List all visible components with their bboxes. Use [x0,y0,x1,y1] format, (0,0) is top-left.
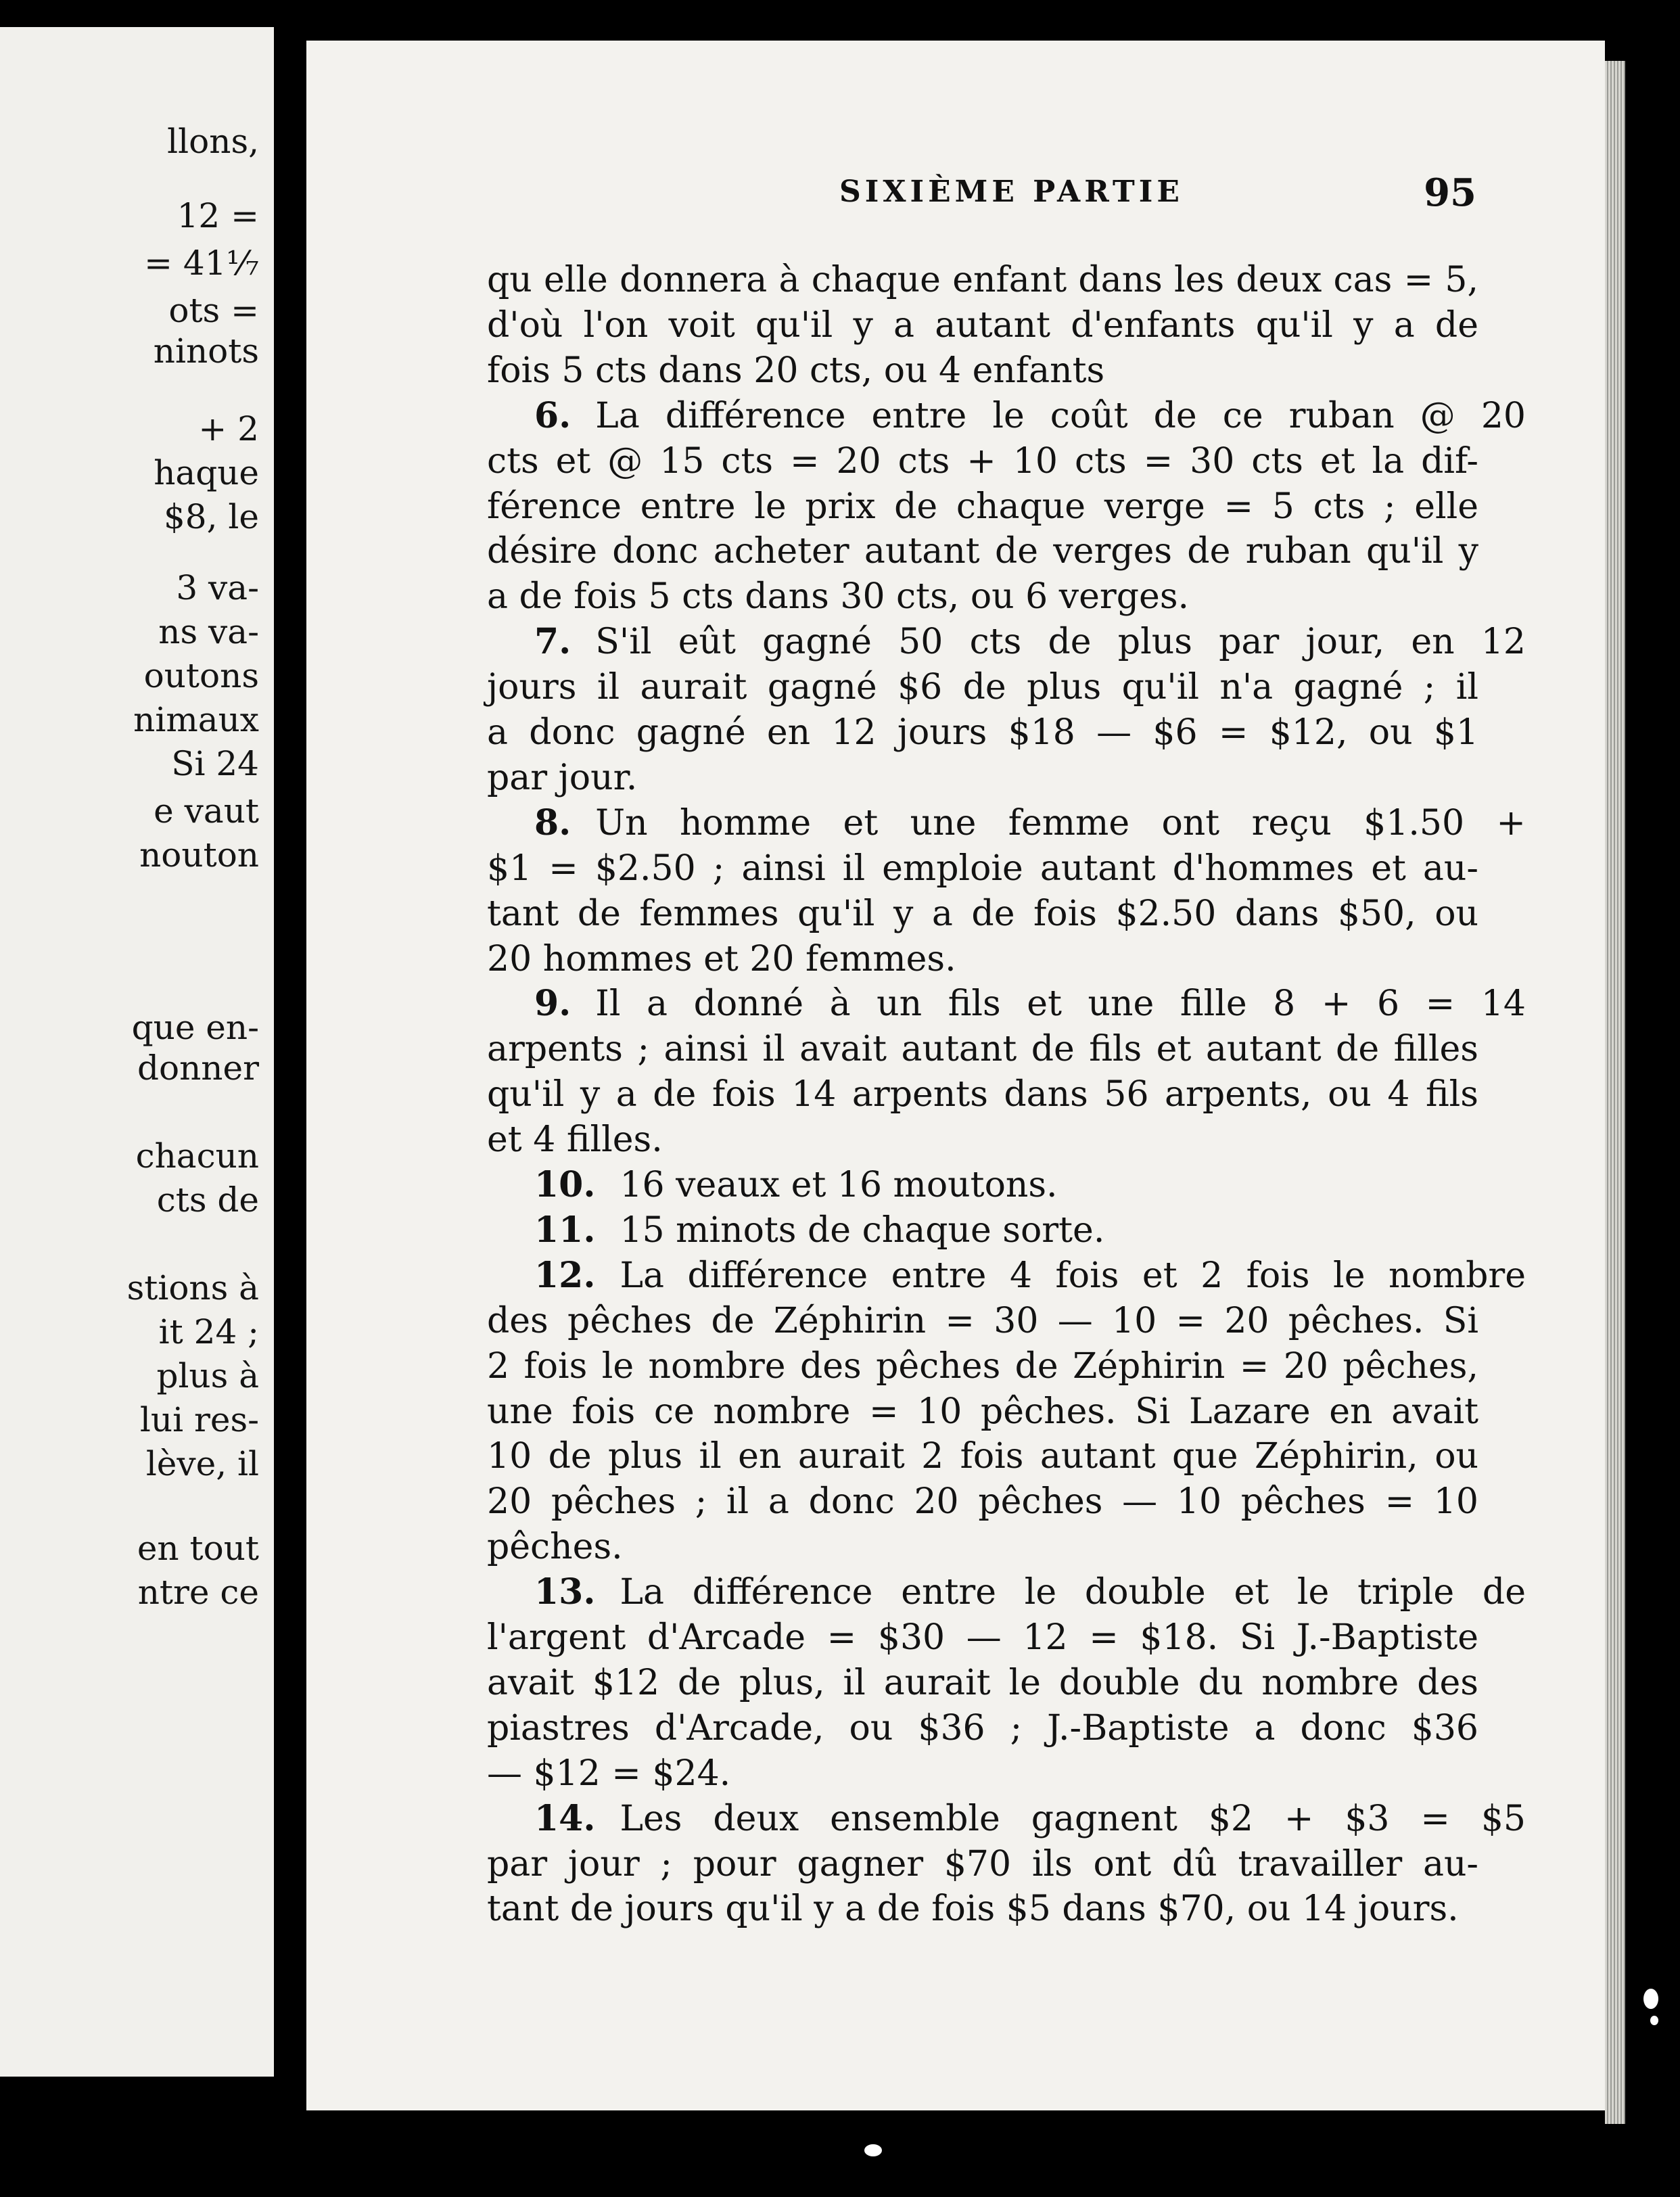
text-line [487,440,1478,482]
left-page-line: + 2 [198,409,259,448]
line-text: $1 = $2.50 ; ainsi il emploie autant d'hommes et au- [487,848,1478,889]
line-text: La différence entre 4 fois et 2 fois le nombre [620,1255,1526,1296]
line-text: Un homme et une femme ont reçu $1.50 + [595,803,1526,843]
answer-number: 14. [534,1798,596,1839]
line-text: arpents ; ainsi il avait autant de fils et autant de filles [487,1029,1478,1069]
left-page-line: donner [137,1048,259,1088]
left-page-line: cts de [156,1180,259,1220]
line-text: S'il eût gagné 50 cts de plus par jour, en 12 [595,622,1526,662]
text-line [487,1888,1478,1930]
line-text: par jour ; pour gagner $70 ils ont dû travailler au- [487,1844,1478,1884]
text-line [487,1526,1478,1568]
page-header [306,170,1476,215]
line-text: 10 de plus il en aurait 2 fois autant que Zéphirin, ou [487,1436,1478,1477]
line-text: tant de jours qu'il y a de fois $5 dans $70, ou 14 jours. [487,1889,1459,1929]
answer-line [487,1164,1526,1206]
line-text: 20 pêches ; il a donc 20 pêches — 10 pêches = 10 [487,1481,1478,1522]
line-text: La différence entre le coût de ce ruban @ 20 [595,396,1526,436]
scan-speck [1650,2016,1658,2025]
text-line [487,757,1478,799]
line-text: 2 fois le nombre des pêches de Zéphirin = 20 pêches, [487,1346,1478,1387]
text-line [487,1119,1478,1161]
left-page-line: 3 va- [176,568,259,607]
text-line [487,1707,1478,1749]
left-page-line: Si 24 [171,744,259,783]
answer-number: 9. [534,983,571,1024]
text-line [487,712,1478,754]
answer-number: 7. [534,621,571,662]
left-page-line: plus à [156,1356,259,1395]
scan-speck [1643,1989,1658,2009]
text-line [487,304,1478,346]
line-text: qu elle donnera à chaque enfant dans les deux cas = 5, [487,260,1478,300]
text-line [487,1753,1478,1795]
line-text: l'argent d'Arcade = $30 — 12 = $18. Si J.-Baptiste [487,1617,1478,1658]
left-page-line: outons [143,656,259,695]
text-line [487,1345,1478,1387]
left-page-line: stions à [126,1268,259,1308]
answer-number: 10. [534,1164,596,1205]
answer-number: 6. [534,395,571,436]
answer-number: 8. [534,802,571,843]
left-page-line: it 24 ; [158,1312,259,1351]
line-text: piastres d'Arcade, ou $36 ; J.-Baptiste a donc $36 [487,1708,1478,1749]
line-text: Les deux ensemble gagnent $2 + $3 = $5 [620,1799,1526,1839]
answer-number: 11. [534,1209,596,1251]
text-line [487,1073,1478,1115]
left-page-line: que en- [131,1008,259,1047]
line-text: désire donc acheter autant de verges de ruban qu'il y [487,531,1478,572]
left-page-line: $8, le [164,497,259,536]
answer-line [487,395,1526,437]
line-text: fois 5 cts dans 20 cts, ou 4 enfants [487,350,1105,391]
left-page-line: haque [154,453,259,492]
left-page-fragment [0,27,274,2077]
text-line [487,1391,1478,1433]
text-line [487,350,1478,392]
left-page-line: en tout [137,1529,259,1568]
left-page-line: lui res- [139,1400,259,1439]
answer-line [487,1571,1526,1613]
left-page-line: nouton [139,835,259,875]
text-line [487,1617,1478,1659]
text-line [487,1028,1478,1070]
left-page-line: ns va- [158,612,259,651]
text-line [487,1843,1478,1885]
line-text: 20 hommes et 20 femmes. [487,939,956,979]
text-line [487,848,1478,889]
line-text: a de fois 5 cts dans 30 cts, ou 6 verges. [487,576,1190,617]
text-line [487,530,1478,572]
line-text: avait $12 de plus, il aurait le double du nombre des [487,1663,1478,1703]
line-text: qu'il y a de fois 14 arpents dans 56 arpents, ou 4 fils [487,1074,1478,1115]
line-text: une fois ce nombre = 10 pêches. Si Lazare en avait [487,1391,1478,1432]
line-text: tant de femmes qu'il y a de fois $2.50 dans $50, ou [487,894,1478,934]
line-text: cts et @ 15 cts = 20 cts + 10 cts = 30 cts et la dif- [487,441,1478,482]
text-line [487,259,1478,301]
text-line [487,576,1478,618]
text-line [487,486,1478,528]
line-text: La différence entre le double et le triple de [620,1572,1526,1613]
left-page-line: = 41⅐ [144,244,259,283]
text-line [487,893,1478,935]
left-page-line: lève, il [145,1444,259,1483]
running-title: SIXIÈME PARTIE [839,175,1184,209]
line-text: des pêches de Zéphirin = 30 — 10 = 20 pêches. Si [487,1301,1478,1341]
line-text: jours il aurait gagné $6 de plus qu'il n'a gagné ; il [487,667,1478,708]
text-line [487,1435,1478,1477]
scan-speck [864,2144,882,2156]
page-number: 95 [1424,170,1476,215]
answer-line [487,1255,1526,1297]
line-text: a donc gagné en 12 jours $18 — $6 = $12, ou $1 [487,712,1478,753]
line-text: férence entre le prix de chaque verge = 5 cts ; elle [487,486,1478,527]
left-page-line: ninots [153,331,259,371]
line-text: et 4 filles. [487,1119,663,1160]
answer-number: 12. [534,1255,596,1296]
answer-line [487,802,1526,844]
answer-number: 13. [534,1571,596,1613]
text-line [487,938,1478,980]
line-text: 16 veaux et 16 moutons. [620,1165,1058,1205]
answer-line [487,1209,1526,1251]
left-page-line: nimaux [133,700,259,739]
line-text: 15 minots de chaque sorte. [620,1210,1105,1251]
text-line [487,1481,1478,1523]
answer-line [487,621,1526,663]
left-page-line: 12 = [177,196,259,235]
answer-line [487,1798,1526,1840]
answer-line [487,983,1526,1025]
left-page-line: ots = [168,291,259,330]
left-page-line: ntre ce [137,1573,259,1612]
line-text: pêches. [487,1527,623,1567]
line-text: Il a donné à un fils et une fille 8 + 6 = 14 [595,984,1526,1024]
left-page-line: e vaut [154,791,259,831]
left-page-line: chacun [135,1136,259,1176]
line-text: d'où l'on voit qu'il y a autant d'enfants qu'il y a de [487,305,1478,346]
book-gutter [274,0,306,2197]
text-line [487,1300,1478,1342]
text-line [487,1662,1478,1704]
line-text: par jour. [487,758,638,798]
text-line [487,666,1478,708]
line-text: — $12 = $24. [487,1753,731,1794]
left-page-line: llons, [167,122,259,161]
page-edges [1605,61,1625,2124]
